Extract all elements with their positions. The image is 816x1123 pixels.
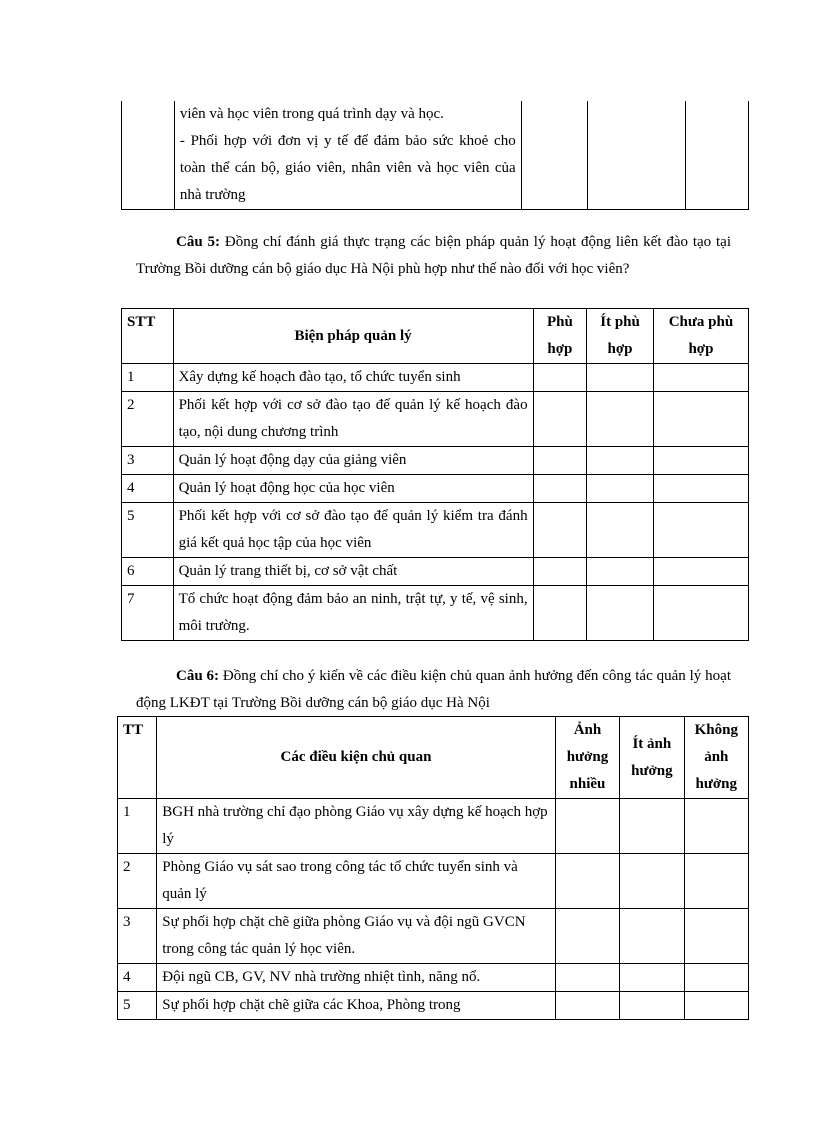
question-text: Đồng chí cho ý kiến về các điều kiện chủ quan ảnh hưởng đến công tác quản lý hoạt động LKĐT tại Trường Bồi dưỡng cán bộ giáo dục Hà Nội	[136, 668, 732, 711]
measures-table	[121, 308, 749, 641]
table-row: 6 Quản lý trang thiết bị, cơ sở vật chất	[122, 558, 749, 586]
table-row: 5 Sự phối hợp chặt chẽ giữa các Khoa, Phòng trong	[118, 992, 749, 1020]
question-label: Câu 6:	[176, 668, 220, 684]
header-little-influence: Ít ảnh hưởng	[620, 717, 684, 799]
header-much-influence: Ảnh hưởng nhiều	[555, 717, 619, 799]
header-not-suitable: Chưa phù hợp	[653, 309, 748, 364]
question-5	[136, 229, 731, 283]
header-suitable: Phù hợp	[533, 309, 587, 364]
table-row	[122, 101, 749, 210]
conditions-table	[117, 716, 749, 1020]
header-stt: STT	[122, 309, 174, 364]
question-text: Đồng chí đánh giá thực trạng các biện pháp quản lý hoạt động liên kết đào tạo tại Trường Bồi dưỡng cán bộ giáo dục Hà Nội phù hợp như thế nào đối với học viên?	[136, 234, 731, 277]
table-row: 1 BGH nhà trường chỉ đạo phòng Giáo vụ xây dựng kế hoạch hợp lý	[118, 799, 749, 854]
table-row: 7 Tổ chức hoạt động đảm bảo an ninh, trật tự, y tế, vệ sinh, môi trường.	[122, 586, 749, 641]
table-row: 2 Phối kết hợp với cơ sở đào tạo để quản lý kế hoạch đào tạo, nội dung chương trình	[122, 392, 749, 447]
table-header-row	[118, 717, 749, 799]
table-row: 3 Quản lý hoạt động dạy của giảng viên	[122, 447, 749, 475]
table-row: 5 Phối kết hợp với cơ sở đào tạo để quản lý kiểm tra đánh giá kết quả học tập của học viên	[122, 503, 749, 558]
table-row: 1 Xây dựng kế hoạch đào tạo, tổ chức tuyển sinh	[122, 364, 749, 392]
header-less-suitable: Ít phù hợp	[587, 309, 654, 364]
header-no-influence: Không ảnh hưởng	[684, 717, 748, 799]
question-label: Câu 5:	[176, 234, 221, 250]
header-tt: TT	[118, 717, 157, 799]
table-row: 4 Quản lý hoạt động học của học viên	[122, 475, 749, 503]
table-row: 3 Sự phối hợp chặt chẽ giữa phòng Giáo vụ và đội ngũ GVCN trong công tác quản lý học viên.	[118, 909, 749, 964]
cell-text: viên và học viên trong quá trình dạy và học.	[179, 106, 444, 122]
table-header-row	[122, 309, 749, 364]
header-measure: Biện pháp quản lý	[173, 309, 533, 364]
table-row: 4 Đội ngũ CB, GV, NV nhà trường nhiệt tình, năng nổ.	[118, 964, 749, 992]
header-conditions: Các điều kiện chủ quan	[157, 717, 556, 799]
continuation-table	[121, 101, 749, 210]
question-6	[136, 663, 731, 717]
table-row: 2 Phòng Giáo vụ sát sao trong công tác tổ chức tuyển sinh và quản lý	[118, 854, 749, 909]
cell-text: - Phối hợp với đơn vị y tế để đảm bảo sức khoẻ cho toàn thể cán bộ, giáo viên, nhân viên và học viên của nhà trường	[179, 133, 516, 203]
